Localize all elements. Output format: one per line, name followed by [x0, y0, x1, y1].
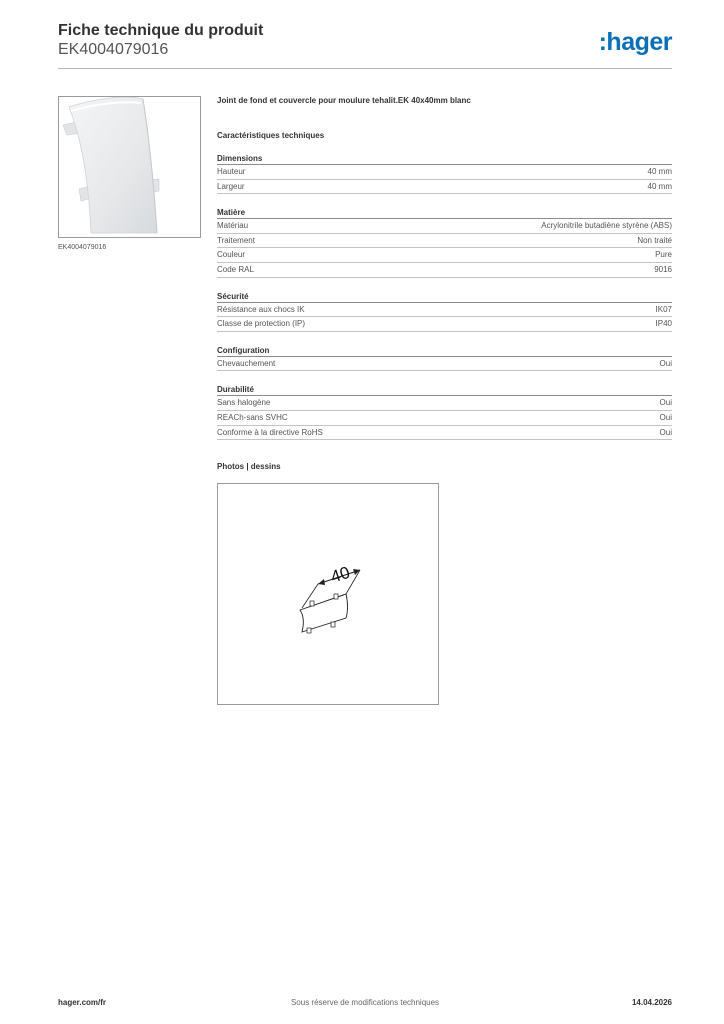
dimension-drawing-icon [218, 484, 438, 704]
spec-row [217, 263, 672, 278]
product-reference: EK4004079016 [58, 41, 169, 58]
spec-value: Oui [659, 358, 672, 368]
spec-row [217, 411, 672, 426]
section-safety [217, 291, 672, 332]
spec-row [217, 317, 672, 332]
spec-value: Oui [659, 427, 672, 437]
spec-label: REACh-sans SVHC [217, 412, 288, 422]
spec-row [217, 426, 672, 441]
spec-label: Hauteur [217, 167, 246, 176]
spec-label: Chevauchement [217, 358, 276, 368]
spec-label: Résistance aux chocs IK [217, 304, 305, 314]
page-footer [58, 998, 672, 1010]
section-title: Configuration [217, 345, 672, 357]
section-title: Durabilité [217, 384, 672, 396]
spec-row [217, 180, 672, 195]
spec-label: Traitement [217, 235, 255, 245]
section-dimensions [217, 153, 672, 194]
document-title: Fiche technique du produit [58, 22, 264, 39]
technical-drawing [217, 483, 439, 705]
document-date: 14.04.2026 [631, 998, 672, 1007]
spec-value: Oui [659, 398, 672, 408]
product-image [58, 96, 201, 238]
spec-value: 40 mm [647, 167, 672, 176]
product-photo-icon [59, 97, 200, 237]
spec-row [217, 357, 672, 372]
spec-row [217, 396, 672, 411]
spec-label: Classe de protection (IP) [217, 319, 306, 329]
section-material [217, 207, 672, 277]
header-divider [58, 68, 672, 69]
product-details [217, 96, 672, 471]
spec-row [217, 248, 672, 263]
spec-value: Pure [655, 250, 672, 260]
spec-value: IK07 [655, 304, 672, 314]
section-configuration [217, 345, 672, 372]
hager-logo: :hager [598, 28, 672, 56]
dimension-label: 40 [328, 562, 353, 587]
spec-row [217, 219, 672, 234]
spec-label: Code RAL [217, 264, 254, 274]
website-link[interactable]: hager.com/fr [58, 998, 107, 1007]
spec-value: 9016 [654, 264, 672, 274]
spec-value: Acrylonitrile butadiène styrène (ABS) [541, 221, 672, 231]
section-title: Dimensions [217, 153, 672, 165]
disclaimer-text: Sous réserve de modifications techniques [290, 998, 440, 1007]
spec-row [217, 234, 672, 249]
spec-value: Non traité [637, 235, 672, 245]
product-description: Joint de fond et couvercle pour moulure tehalit.EK 40x40mm blanc [217, 96, 471, 105]
page-header [58, 22, 672, 70]
spec-row [217, 303, 672, 318]
spec-value: IP40 [655, 319, 672, 329]
spec-row [217, 165, 672, 180]
spec-label: Conforme à la directive RoHS [217, 427, 323, 437]
spec-label: Matériau [217, 221, 249, 231]
section-title: Matière [217, 207, 672, 219]
spec-label: Couleur [217, 250, 246, 260]
spec-value: Oui [659, 412, 672, 422]
spec-label: Largeur [217, 181, 245, 191]
section-title: Sécurité [217, 291, 672, 303]
spec-value: 40 mm [647, 181, 672, 191]
technical-characteristics-heading: Caractéristiques techniques [217, 131, 325, 140]
section-durability [217, 384, 672, 440]
image-caption: EK4004079016 [58, 244, 107, 251]
photos-heading: Photos | dessins [217, 462, 281, 472]
spec-label: Sans halogène [217, 398, 271, 408]
